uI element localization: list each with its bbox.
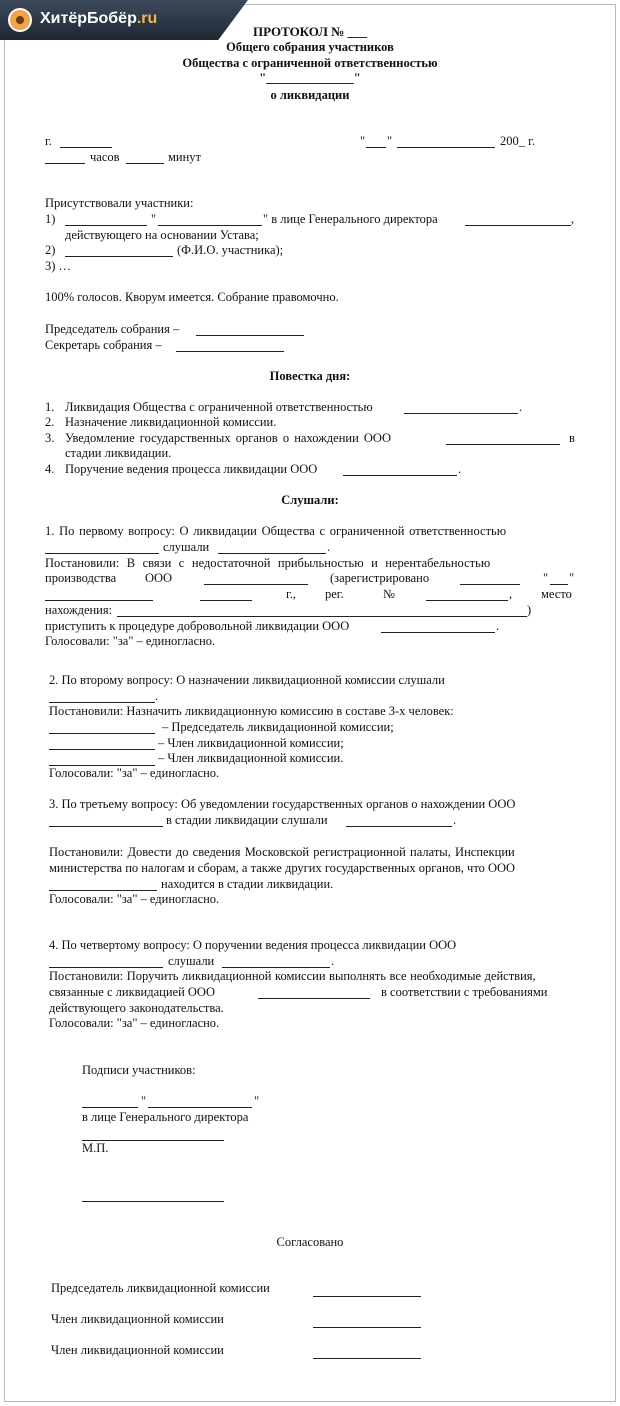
agenda-item-4-blank: [343, 475, 457, 476]
question-1-day-blank: [550, 584, 568, 585]
question-1-heard-blank: [45, 553, 159, 554]
question-3-vote: Голосовали: "за" – единогласно.: [49, 892, 220, 906]
question-1-line-1: 1. По первому вопросу: О ликвидации Общества с ограниченной ответственностью: [45, 524, 507, 538]
question-1-registered: (зарегистрировано: [330, 571, 430, 585]
chair-label: Председатель собрания –: [45, 322, 180, 336]
approved-chair-role: Председатель ликвидационной комиссии: [51, 1281, 270, 1295]
participant-1-name-blank: [65, 225, 147, 226]
commission-member-1-blank: [49, 749, 155, 750]
agenda-number-3: 3.: [45, 431, 55, 445]
question-3-line-1: 3. По третьему вопросу: Об уведомлении государственных органов о нахождении ООО: [49, 797, 516, 811]
question-2-line-1: 2. По второму вопросу: О назначении ликвидационной комиссии слушали: [49, 673, 445, 687]
question-4-resolved-line-3: действующего законодательства.: [49, 1001, 224, 1015]
protocol-title: ПРОТОКОЛ № ___: [252, 24, 368, 39]
question-1-reg-number-blank: [426, 600, 508, 601]
city-blank: [60, 147, 112, 148]
seal-label: М.П.: [82, 1141, 109, 1155]
comma: ,: [509, 587, 513, 601]
agenda-item-3-blank: [446, 444, 560, 445]
month-blank: [397, 147, 495, 148]
agenda-number-1: 1.: [45, 400, 55, 414]
year-label: 200_ г.: [500, 134, 535, 148]
city-label: г.: [45, 134, 52, 148]
agenda-item-3-tail: в: [569, 431, 575, 445]
approved-chair-signature-blank: [313, 1296, 421, 1297]
question-1-address-blank: [117, 616, 527, 617]
heard-title: Слушали:: [281, 493, 339, 507]
secretary-label: Секретарь собрания –: [45, 338, 162, 352]
signatures-label: Подписи участников:: [82, 1063, 196, 1077]
commission-chair-role: – Председатель ликвидационной комиссии;: [162, 720, 394, 734]
agenda-item-4: Поручение ведения процесса ликвидации ООО: [65, 462, 318, 476]
question-4-heard-label: слушали: [168, 954, 215, 968]
question-3-heard-label: в стадии ликвидации слушали: [166, 813, 328, 827]
question-3-speaker-blank: [346, 826, 452, 827]
question-3-resolved: Постановили: Довести до сведения Московской регистрационной палаты, Инспекции: [49, 845, 515, 859]
question-4-resolved: Постановили: Поручить ликвидационной комиссии выполнять все необходимые действия,: [49, 969, 536, 983]
question-3-ooo-blank: [49, 890, 157, 891]
header-line-5: о ликвидации: [270, 88, 350, 102]
question-1-proceed-blank: [381, 632, 495, 633]
present-number-1: 1): [45, 212, 56, 226]
commission-member-2-role: – Член ликвидационной комиссии.: [158, 751, 344, 765]
approved-title: Согласовано: [276, 1235, 344, 1249]
signature-director-label: в лице Генерального директора: [82, 1110, 249, 1124]
signature-line-2: [82, 1201, 224, 1202]
period: .: [458, 462, 462, 476]
approved-member-2-role: Член ликвидационной комиссии: [51, 1343, 224, 1357]
question-3-resolved-line-3: находится в стадии ликвидации.: [161, 877, 334, 891]
date-quote-close: ": [387, 134, 393, 148]
question-4-speaker-blank: [222, 967, 330, 968]
question-2-heard-blank: [49, 702, 155, 703]
participant-2-blank: [65, 256, 173, 257]
commission-chair-blank: [49, 733, 155, 734]
day-blank: [366, 147, 386, 148]
question-1-vote: Голосовали: "за" – единогласно.: [45, 634, 216, 648]
minutes-blank: [126, 163, 164, 164]
question-1-proceed: приступить к процедуре добровольной ликвидации ООО: [45, 619, 350, 633]
question-1-speaker-blank: [218, 553, 326, 554]
question-1-location: нахождения:: [45, 603, 113, 617]
quote-close: ": [254, 1094, 260, 1108]
quorum-text: 100% голосов. Кворум имеется. Собрание правомочно.: [45, 290, 339, 304]
present-number-3: 3) …: [45, 259, 72, 273]
participant-1-line-2: действующего на основании Устава;: [65, 228, 259, 242]
agenda-number-2: 2.: [45, 415, 55, 429]
secretary-blank: [176, 351, 284, 352]
question-4-line-1: 4. По четвертому вопросу: О поручении ведения процесса ликвидации ООО: [49, 938, 457, 952]
quote-close: ": [569, 571, 575, 585]
question-1-number-label: №: [383, 587, 395, 601]
participant-1-director-text: " в лице Генерального директора: [263, 212, 438, 226]
approved-member-2-signature-blank: [313, 1358, 421, 1359]
period: .: [519, 400, 523, 414]
question-4-resolved-line-2a: связанные с ликвидацией ООО: [49, 985, 215, 999]
period: .: [496, 619, 500, 633]
question-4-resolved-line-2b: в соответствии с требованиями: [381, 985, 548, 999]
question-4-ooo-blank: [258, 998, 370, 999]
quote-open: ": [543, 571, 549, 585]
close-paren: ): [527, 603, 532, 617]
date-quote-open: ": [360, 134, 366, 148]
approved-member-1-role: Член ликвидационной комиссии: [51, 1312, 224, 1326]
signature-name-blank: [82, 1107, 138, 1108]
agenda-item-1-blank: [404, 413, 518, 414]
question-1-resolved: Постановили: В связи с недостаточной прибыльностью и нерентабельностью: [45, 556, 491, 570]
comma: ,: [571, 212, 575, 226]
agenda-item-2: Назначение ликвидационной комиссии.: [65, 415, 277, 429]
question-3-company-blank: [49, 826, 163, 827]
participant-1-director-blank: [465, 225, 571, 226]
present-label: Присутствовали участники:: [45, 196, 194, 210]
question-1-location-label: место: [541, 587, 572, 601]
approved-member-1-signature-blank: [313, 1327, 421, 1328]
question-2-resolved: Постановили: Назначить ликвидационную комиссию в составе 3-х человек:: [49, 704, 454, 718]
period: .: [155, 689, 159, 703]
question-1-reg-label: рег.: [325, 587, 344, 601]
present-number-2: 2): [45, 243, 56, 257]
agenda-title: Повестка дня:: [269, 369, 351, 383]
participant-2-text: (Ф.И.О. участника);: [177, 243, 284, 257]
hours-blank: [45, 163, 85, 164]
question-1-heard-label: слушали: [163, 540, 210, 554]
period: .: [331, 954, 335, 968]
header-line-3: Общества с ограниченной ответственностью: [182, 56, 438, 70]
question-1-ooo: ООО: [145, 571, 173, 585]
signature-company-blank: [148, 1107, 252, 1108]
question-1-reg-date-blank: [460, 584, 520, 585]
question-1-month-blank: [45, 600, 153, 601]
quote-open: ": [141, 1094, 147, 1108]
question-1-year-label: г.,: [286, 587, 296, 601]
agenda-number-4: 4.: [45, 462, 55, 476]
hours-label: часов: [90, 150, 120, 164]
question-4-vote: Голосовали: "за" – единогласно.: [49, 1016, 220, 1030]
period: .: [327, 540, 331, 554]
chair-blank: [196, 335, 304, 336]
question-4-company-blank: [49, 967, 163, 968]
brand-name: ХитёрБобёр.ru: [40, 10, 158, 27]
period: .: [453, 813, 457, 827]
question-1-year-blank: [200, 600, 252, 601]
participant-1-company-blank: [158, 225, 262, 226]
agenda-item-3: Уведомление государственных органов о нахождении ООО: [65, 431, 391, 445]
question-2-vote: Голосовали: "за" – единогласно.: [49, 766, 220, 780]
commission-member-1-role: – Член ликвидационной комиссии;: [158, 736, 344, 750]
minutes-label: минут: [168, 150, 202, 164]
question-1-company-blank: [204, 584, 308, 585]
question-3-resolved-line-2: министерства по налогам и сборам, а также других государственных органов, что ООО: [49, 861, 516, 875]
agenda-item-1: Ликвидация Общества с ограниченной ответственностью: [65, 400, 373, 414]
agenda-item-3-line-2: стадии ликвидации.: [65, 446, 172, 460]
participant-1-quote: ": [151, 212, 157, 226]
question-1-production: производства: [45, 571, 117, 585]
header-line-2: Общего собрания участников: [226, 40, 394, 54]
company-name-blank: "______________": [259, 71, 361, 85]
